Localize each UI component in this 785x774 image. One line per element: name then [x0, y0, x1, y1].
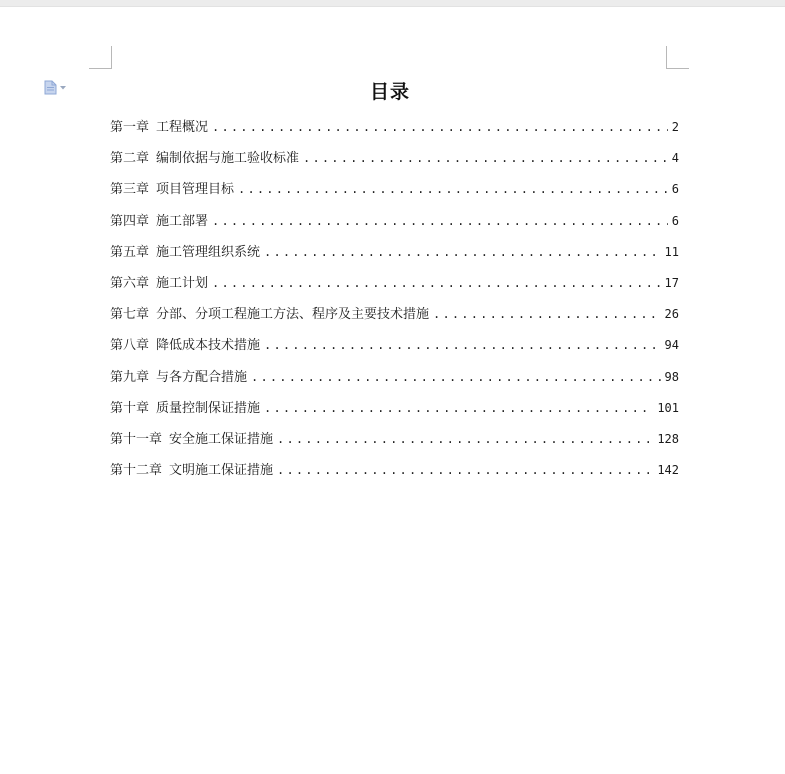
toc-chapter-number: 第五章 [110, 244, 150, 260]
toc-entry[interactable] [110, 366, 679, 397]
toc-dot-leader [264, 401, 653, 415]
toc-chapter-title: 分部、分项工程施工方法、程序及主要技术措施 [156, 307, 430, 323]
toc-chapter-number: 第一章 [110, 120, 150, 135]
toc-page-number: 94 [664, 338, 679, 353]
toc-chapter-number: 第六章 [110, 275, 150, 291]
toc-dot-leader [212, 120, 668, 134]
toc-chapter-number: 第八章 [110, 338, 150, 354]
toc-page-number: 6 [671, 213, 679, 228]
toc-page-number: 17 [664, 275, 679, 290]
toc-chapter-title: 工程概况 [156, 120, 209, 135]
toc-page-number: 11 [664, 244, 679, 259]
toc-dot-leader [277, 463, 653, 477]
toc-chapter-number: 第九章 [110, 369, 150, 385]
toc-page-number: 142 [657, 463, 679, 478]
toc-page-number: 98 [664, 369, 679, 384]
toc-dot-leader [277, 432, 653, 446]
toc-entry[interactable] [110, 397, 679, 428]
toc-chapter-title: 施工管理组织系统 [156, 244, 261, 260]
toc-dot-leader [251, 370, 661, 384]
toc-entry[interactable] [110, 459, 679, 490]
toc-page-number: 26 [664, 307, 679, 322]
toc-chapter-number: 第十章 [110, 400, 150, 416]
toc-entry[interactable] [110, 147, 679, 178]
toc-chapter-number: 第十二章 [110, 463, 163, 479]
toc-entry[interactable] [110, 334, 679, 365]
toc-chapter-title: 质量控制保证措施 [156, 400, 261, 416]
toc-dot-leader [264, 245, 661, 259]
margin-corner-top-left [89, 46, 112, 69]
toc-page-number: 4 [671, 151, 679, 166]
toc-chapter-title: 降低成本技术措施 [156, 338, 261, 354]
toc-chapter-title: 编制依据与施工验收标准 [156, 151, 300, 167]
toc-entry[interactable] [110, 241, 679, 272]
toc-dot-leader [433, 307, 661, 321]
toc-chapter-title: 施工计划 [156, 275, 209, 291]
toc-dot-leader [264, 338, 661, 352]
toc-dot-leader [303, 151, 668, 165]
window-top-strip [0, 0, 785, 7]
margin-corner-top-right [666, 46, 689, 69]
toc-chapter-title: 施工部署 [156, 213, 209, 229]
toc-dot-leader [212, 276, 661, 290]
toc-chapter-number: 第二章 [110, 151, 150, 167]
toc-dot-leader [212, 214, 668, 228]
toc-chapter-number: 第七章 [110, 307, 150, 323]
table-of-contents [110, 116, 679, 490]
toc-entry[interactable] [110, 210, 679, 241]
toc-dot-leader [238, 182, 668, 196]
toc-page-number: 128 [657, 431, 679, 446]
toc-chapter-number: 第十一章 [110, 431, 163, 447]
toc-chapter-title: 文明施工保证措施 [169, 463, 274, 479]
toc-entry[interactable] [110, 178, 679, 209]
toc-chapter-title: 与各方配合措施 [156, 369, 248, 385]
toc-chapter-number: 第四章 [110, 213, 150, 229]
toc-entry[interactable] [110, 428, 679, 459]
toc-chapter-title: 项目管理目标 [156, 182, 235, 198]
toc-page-number: 2 [671, 120, 679, 134]
toc-title: 目录 [369, 81, 410, 103]
toc-page-number: 101 [657, 400, 679, 415]
toc-chapter-title: 安全施工保证措施 [169, 431, 274, 447]
toc-entry[interactable] [110, 303, 679, 334]
toc-page-number: 6 [671, 182, 679, 197]
toc-entry[interactable] [110, 116, 679, 147]
toc-entry[interactable] [110, 272, 679, 303]
toc-chapter-number: 第三章 [110, 182, 150, 198]
